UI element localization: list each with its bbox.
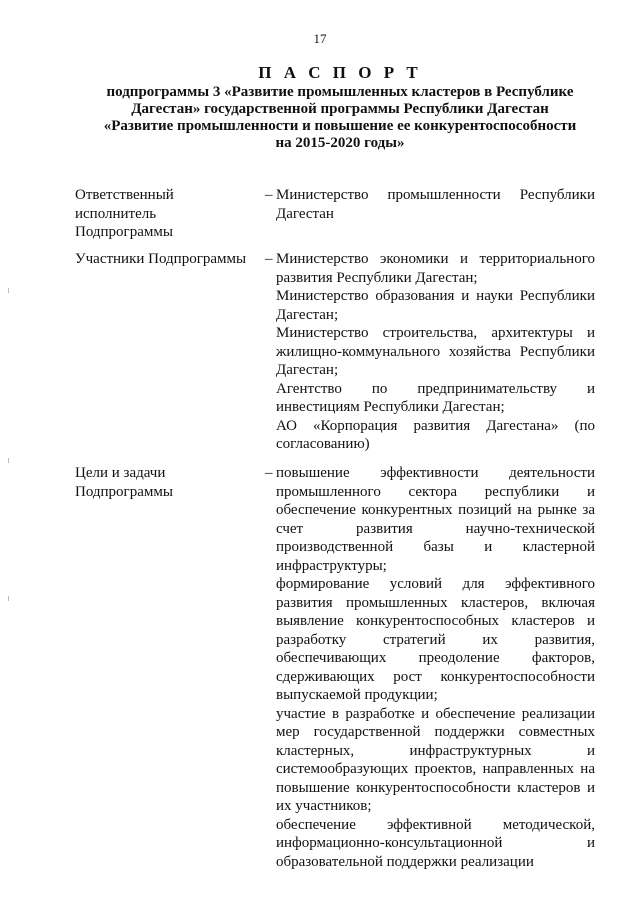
- row-value: [276, 186, 595, 223]
- row-label: Участники Подпрограммы: [75, 251, 247, 267]
- row-dash: –: [265, 187, 273, 203]
- row-paragraph: Министерство промышленности Республики Дагестан: [276, 187, 595, 222]
- row-paragraph: Министерство строительства, архитектуры и жилищно-коммунального хозяйства Республики Дагестан;: [276, 325, 595, 378]
- row-paragraph: повышение эффективности деятельности промышленного сектора республики и обеспечение конкурентных позиций на рынке за счет развития научно-технической производственной базы и кластерной инфраструктуры;: [276, 465, 595, 574]
- row-paragraph: Агентство по предпринимательству и инвестициям Республики Дагестан;: [276, 380, 595, 415]
- scan-speck: [8, 458, 9, 463]
- row-label: Ответственный исполнитель Подпрограммы: [75, 187, 174, 240]
- row-label: Цели и задачи Подпрограммы: [75, 465, 173, 500]
- row-value: [276, 250, 595, 454]
- document-title: П А С П О Р Т: [258, 63, 422, 82]
- row-paragraph: Министерство экономики и территориального развития Республики Дагестан;: [276, 251, 595, 286]
- subtitle-line: подпрограммы 3 «Развитие промышленных кластеров в Республике: [106, 84, 574, 100]
- scan-speck: [8, 288, 9, 293]
- passport-header: [90, 62, 590, 152]
- subtitle-line: Дагестан» государственной программы Республики Дагестан: [131, 101, 549, 117]
- scan-speck: [8, 596, 9, 601]
- row-dash: –: [265, 251, 273, 267]
- subtitle-line: «Развитие промышленности и повышение ее конкурентоспособности: [103, 118, 577, 134]
- row-paragraph: АО «Корпорация развития Дагестана» (по согласованию): [276, 417, 595, 452]
- row-value: [276, 464, 595, 871]
- page-number: 17: [313, 31, 327, 46]
- row-paragraph: обеспечение эффективной методической, информационно-консультационной и образовательной поддержки реализации: [276, 816, 595, 870]
- row-paragraph: Министерство образования и науки Республики Дагестан;: [276, 288, 595, 323]
- row-paragraph: формирование условий для эффективного развития промышленных кластеров, включая выявление конкурентоспособных кластеров и разработку стратегий их развития, обеспечивающих преодоление факторов, сдерживающих рост конкурентоспособности выпускаемой продукции;: [276, 576, 595, 703]
- row-dash: –: [265, 465, 273, 481]
- row-paragraph: участие в разработке и обеспечение реализации мер государственной поддержки совместных кластерных, инфраструктурных и системообразующих проектов, направленных на повышение конкурентоспособности кластеров и их участников;: [276, 705, 595, 814]
- subtitle-line: на 2015-2020 годы»: [275, 135, 405, 151]
